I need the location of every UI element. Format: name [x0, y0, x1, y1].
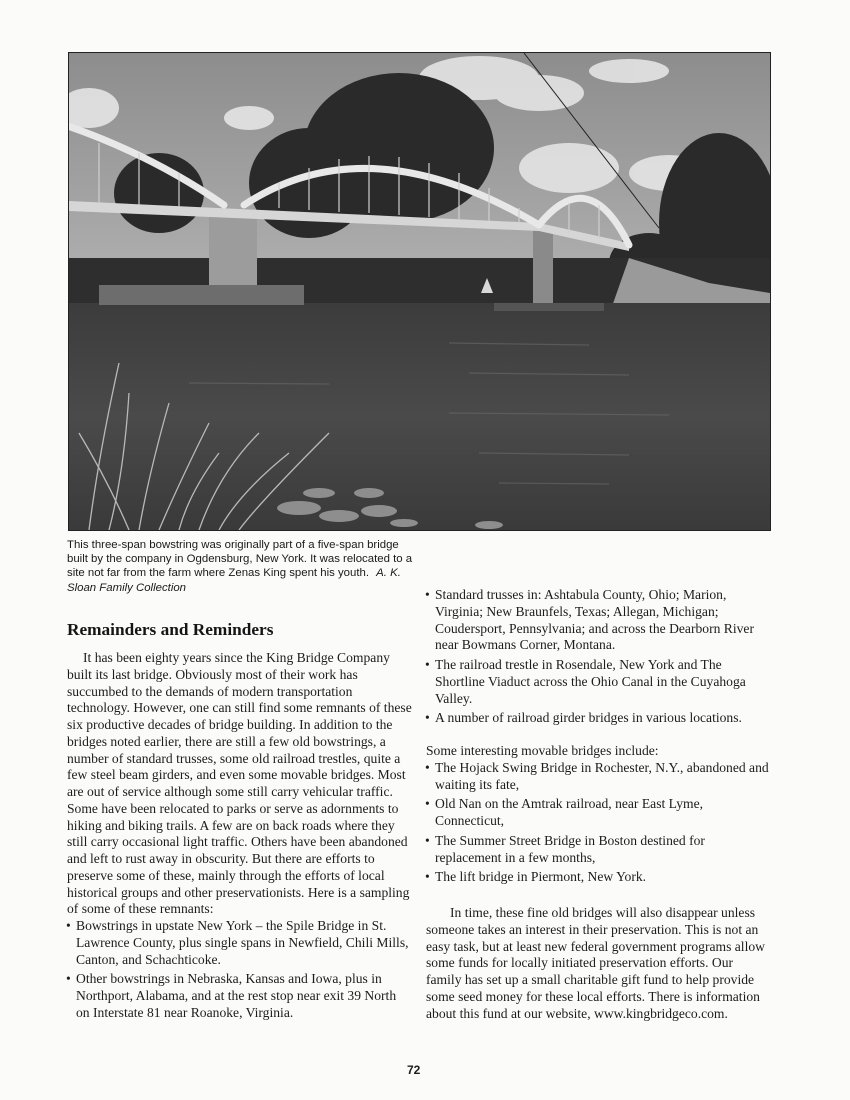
remnants-list-part-1 [67, 918, 412, 1022]
list-item: • Bowstrings in upstate New York – the Spile Bridge in St. Lawrence County, plus single spans in Newfield, Chili Mills, Canton, and Schachticoke. [67, 918, 412, 968]
list-item: • Old Nan on the Amtrak railroad, near East Lyme, Connecticut, [426, 796, 771, 830]
movable-bridges-list [426, 760, 771, 886]
section-heading: Remainders and Reminders [67, 620, 274, 639]
remnants-list-part-2 [426, 587, 771, 727]
list-item: • The railroad trestle in Rosendale, New York and The Shortline Viaduct across the Ohio Canal in the Cuyahoga Valley. [426, 657, 771, 707]
movable-intro: Some interesting movable bridges include: [426, 743, 659, 758]
list-item: • Standard trusses in: Ashtabula County, Ohio; Marion, Virginia; New Braunfels, Texas; Allegan, Michigan; Coudersport, Pennsylvania; and across the Dearborn River near Bowmans Corner, Montana. [426, 587, 771, 654]
intro-paragraph: It has been eighty years since the King Bridge Company built its last bridge. Obviously most of their work has succumbed to the demands of modern transportation technology. However, one can still find some remnants of these six productive decades of bridge building. In addition to the bridges noted earlier, there are still a few old bowstrings, a number of standard trusses, some old railroad trestles, quite a few steel beam girders, and even some movable bridges. Most are out of service although some still carry vehicular traffic. Some have been relocated to parks or serve as adornments to hiking and biking trails. A few are on back roads where they still carry occasional light traffic. Others have been abandoned and left to rust away in obscurity. But there are efforts to preserve some of these, mainly through the efforts of local historical groups and other preservationists. Here is a sampling of some of these remnants: [67, 650, 412, 917]
list-item: • The Hojack Swing Bridge in Rochester, N.Y., abandoned and waiting its fate, [426, 760, 771, 794]
figure-caption [67, 538, 417, 595]
right-column [426, 587, 771, 1022]
spacer [426, 889, 771, 905]
list-item: • Other bowstrings in Nebraska, Kansas and Iowa, plus in Northport, Alabama, and at the rest stop near exit 39 North on Interstate 81 near Roanoke, Virginia. [67, 971, 412, 1021]
page-number: 72 [407, 1063, 421, 1077]
caption-text: This three-span bowstring was originally part of a five-span bridge built by the company in Ogdensburg, New York. It was relocated to a site not far from the farm where Zenas King spent his youth. [67, 539, 413, 580]
spacer [426, 730, 771, 743]
list-item: • A number of railroad girder bridges in various locations. [426, 710, 771, 727]
left-column [67, 650, 412, 1025]
bowstring-bridge-illustration [69, 53, 770, 530]
photo-credit: A. K. Sloan Family Collection [67, 567, 401, 594]
list-item: • The lift bridge in Piermont, New York. [426, 869, 771, 886]
closing-paragraph: In time, these fine old bridges will also disappear unless someone takes an interest in their preservation. This is not an easy task, but at least new federal government programs allow some funds for locally initiated preservation efforts. Our family has set up a small charitable gift fund to help provide some seed money for these local efforts. There is information about this fund at our website, www.kingbridgeco.com. [426, 905, 765, 1021]
bridge-photo [68, 52, 771, 531]
list-item: • The Summer Street Bridge in Boston destined for replacement in a few months, [426, 833, 771, 867]
